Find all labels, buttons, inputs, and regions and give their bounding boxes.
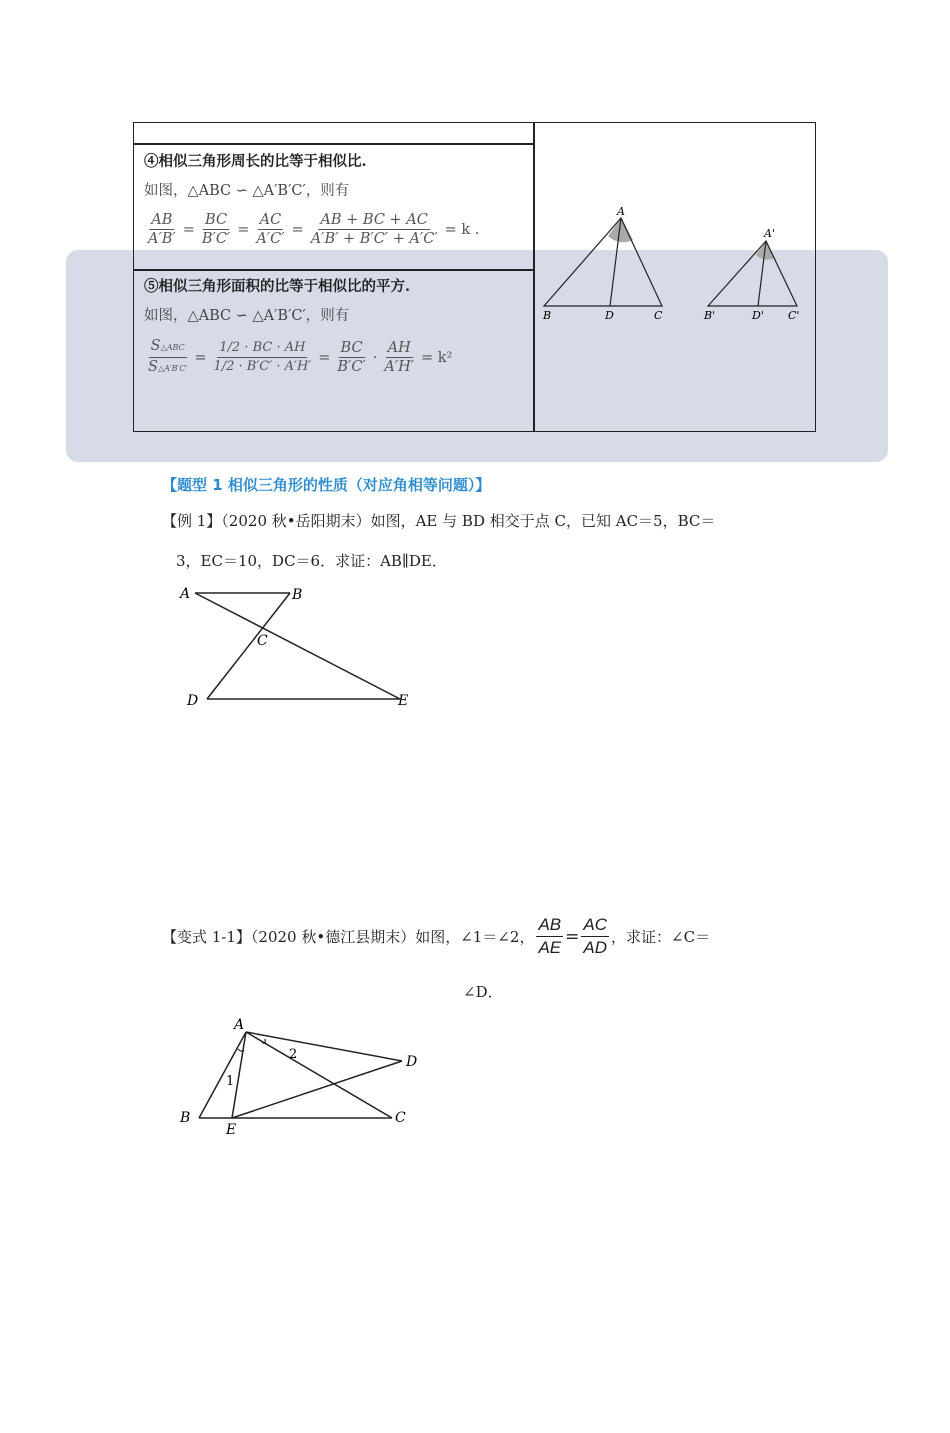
variant1-line1 bbox=[162, 914, 710, 959]
triangle-a2b2c2 bbox=[708, 241, 797, 306]
label-angle-1: 1 bbox=[226, 1074, 235, 1089]
example1-line1: 【例 1】（2020 秋•岳阳期末）如图，AE 与 BD 相交于点 C，已知 AC＝5，BC＝ bbox=[162, 512, 716, 530]
label-c: C bbox=[395, 1110, 406, 1126]
triangle-abc bbox=[544, 218, 662, 306]
similar-triangles-figure bbox=[534, 123, 816, 431]
label-a2: A' bbox=[764, 227, 775, 240]
label-b2: B' bbox=[704, 309, 716, 322]
label-d: D bbox=[406, 1054, 418, 1070]
label-c: C bbox=[654, 309, 663, 322]
label-c: C bbox=[257, 633, 268, 649]
label-e: E bbox=[226, 1122, 237, 1138]
variant1-fraction-ac-ad: $\frac{AC}{AD}$ bbox=[583, 915, 608, 957]
segment-bd bbox=[207, 593, 290, 699]
item5-formula: $\frac{\text{S△ABC}}{S\triangle A'B'C'}$ = $\frac{1/2 \cdot BC \cdot AH}{1/2 \cdot B'C' \cdot A'H'}$ = $\frac{BC}{B'C'}$ · $\frac{AH}{A'H'}$ = k² bbox=[148, 338, 453, 375]
label-e: E bbox=[398, 693, 409, 709]
item4-intro: 如图，△ABC ∽ △A′B′C′，则有 bbox=[144, 183, 350, 199]
variant1-fraction-ab-ae: $\frac{AB}{AE}$ bbox=[538, 915, 562, 957]
variant1-suffix: ，求证：∠C＝ bbox=[611, 928, 711, 946]
variant1-equals: = bbox=[565, 926, 580, 947]
label-d: D bbox=[605, 309, 614, 322]
item4-title: ④相似三角形周长的比等于相似比. bbox=[144, 153, 367, 170]
label-c2: C' bbox=[788, 309, 800, 322]
label-a: A bbox=[234, 1017, 245, 1033]
item5-title: ⑤相似三角形面积的比等于相似比的平方. bbox=[144, 278, 411, 295]
variant1-line2: ∠D． bbox=[463, 983, 503, 1001]
label-b: B bbox=[292, 587, 303, 603]
label-d2: D' bbox=[752, 309, 764, 322]
label-a: A bbox=[617, 205, 625, 218]
section-heading: 【题型 1 相似三角形的性质（对应角相等问题）】 bbox=[162, 476, 491, 494]
example1-line2: 3，EC＝10，DC＝6．求证：AB∥DE． bbox=[176, 552, 447, 570]
example1-figure bbox=[170, 578, 430, 718]
table-divider-middle bbox=[134, 269, 534, 271]
label-angle-2: 2 bbox=[289, 1047, 298, 1062]
variant1-figure bbox=[170, 1008, 430, 1143]
properties-table bbox=[133, 122, 816, 432]
label-b: B bbox=[180, 1110, 191, 1126]
item5-intro: 如图，△ABC ∽ △A′B′C′，则有 bbox=[144, 308, 350, 324]
label-a: A bbox=[180, 586, 191, 602]
table-divider-top bbox=[134, 143, 534, 145]
label-d: D bbox=[187, 693, 199, 709]
segment-ae bbox=[195, 593, 400, 699]
variant1-prefix: 【变式 1-1】（2020 秋•德江县期末）如图，∠1＝∠2， bbox=[162, 928, 535, 946]
label-b: B bbox=[543, 309, 552, 322]
item4-formula: $\frac{AB}{A'B'}$ = $\frac{BC}{B'C'}$ = $\frac{AC}{A'C'}$ = $\frac{AB + BC + AC}{A'B' + B'C' + A'C'}$ = k . bbox=[148, 212, 480, 247]
